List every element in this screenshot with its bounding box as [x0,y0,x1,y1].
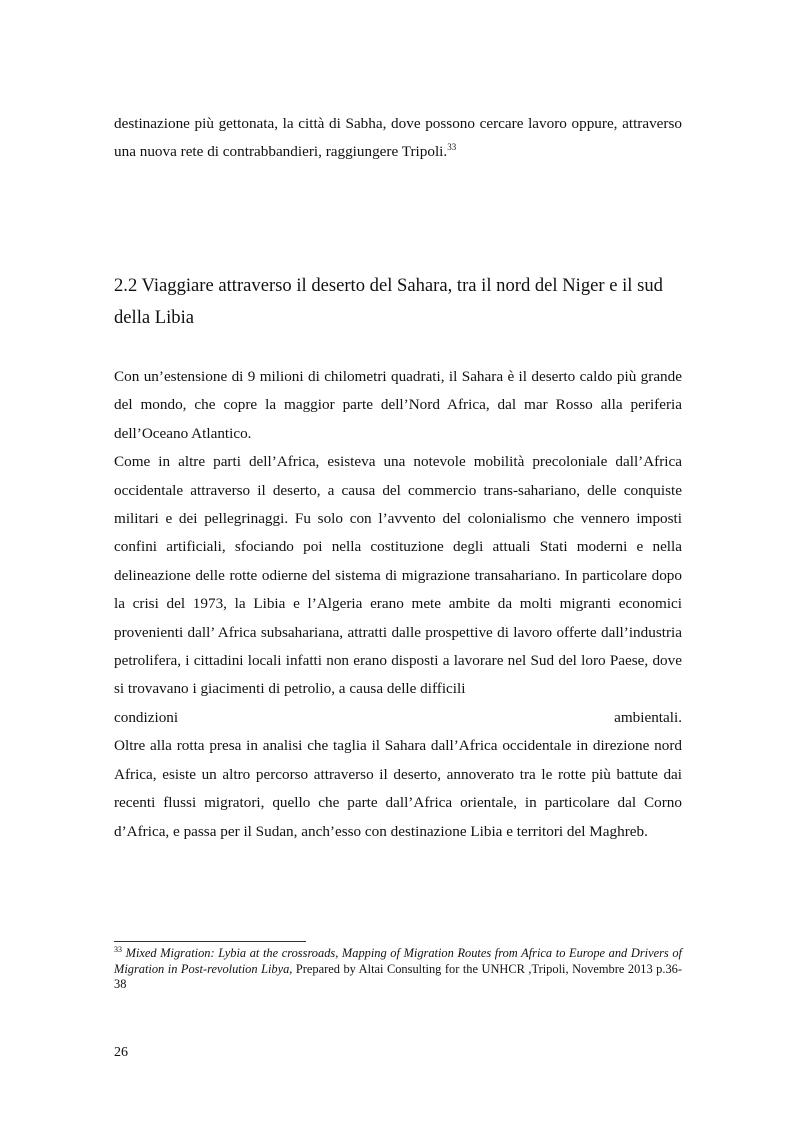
top-paragraph [114,110,682,167]
body-paragraph-3: Oltre alla rotta presa in analisi che taglia il Sahara dall’Africa occidentale in direzione nord Africa, esiste un altro percorso attraverso il deserto, annoverato tra le rotte più battute dai recenti flussi migratori, quello che parte dall’Africa orientale, in particolare dal Corno d’Africa, e passa per il Sudan, anch’esso con destinazione Libia e territori del Maghreb. [114,737,682,840]
section-body [114,363,682,846]
footnote-divider [114,941,306,942]
top-paragraph-text: destinazione più gettonata, la città di Sabha, dove possono cercare lavoro oppure, attraverso una nuova rete di contrabbandieri, raggiungere Tripoli. [114,115,682,161]
footnote-reference[interactable]: 33 [447,142,457,153]
footnote-title: Mixed Migration: Lybia at the crossroads, Mapping of Migration Routes from Africa to Europe and Drivers of Migration in Post-revolution Libya [114,946,682,976]
page-number: 26 [114,1045,128,1060]
body-paragraph-1: Con un’estensione di 9 milioni di chilometri quadrati, il Sahara è il deserto caldo più grande del mondo, che copre la maggior parte dell’Nord Africa, dal mar Rosso alla periferia dell’Oceano Atlantico. [114,368,682,442]
footnote [114,946,682,993]
footnote-source: , Prepared by Altai Consulting for the UNHCR ,Tripoli, Novembre 2013 p.36-38 [114,961,682,992]
footnote-number: 33 [114,944,122,954]
section-heading: 2.2 Viaggiare attraverso il deserto del Sahara, tra il nord del Niger e il sud della Libia [114,275,663,328]
body-paragraph-2-tail: condizioni ambientali. [114,708,682,726]
body-paragraph-2: Come in altre parti dell’Africa, esisteva una notevole mobilità precoloniale dall’Africa occidentale attraverso il deserto, a causa del commercio trans-sahariano, delle conquiste militari e dei pellegrinaggi. Fu solo con l’avvento del colonialismo che vennero imposti confini artificiali, sfociando poi nella costituzione degli attuali Stati moderni e nella delineazione delle rotte odierne del sistema di migrazione transahariano. In particolare dopo la crisi del 1973, la Libia e l’Algeria erano mete ambite da molti migranti economici provenienti dall’ Africa subsahariana, attratti dalle prospettive di lavoro offerte dall’industria petrolifera, i cittadini locali infatti non erano disposti a lavorare nel Sud del loro Paese, dove si trovavano i giacimenti di petrolio, a causa delle difficili [114,453,682,698]
